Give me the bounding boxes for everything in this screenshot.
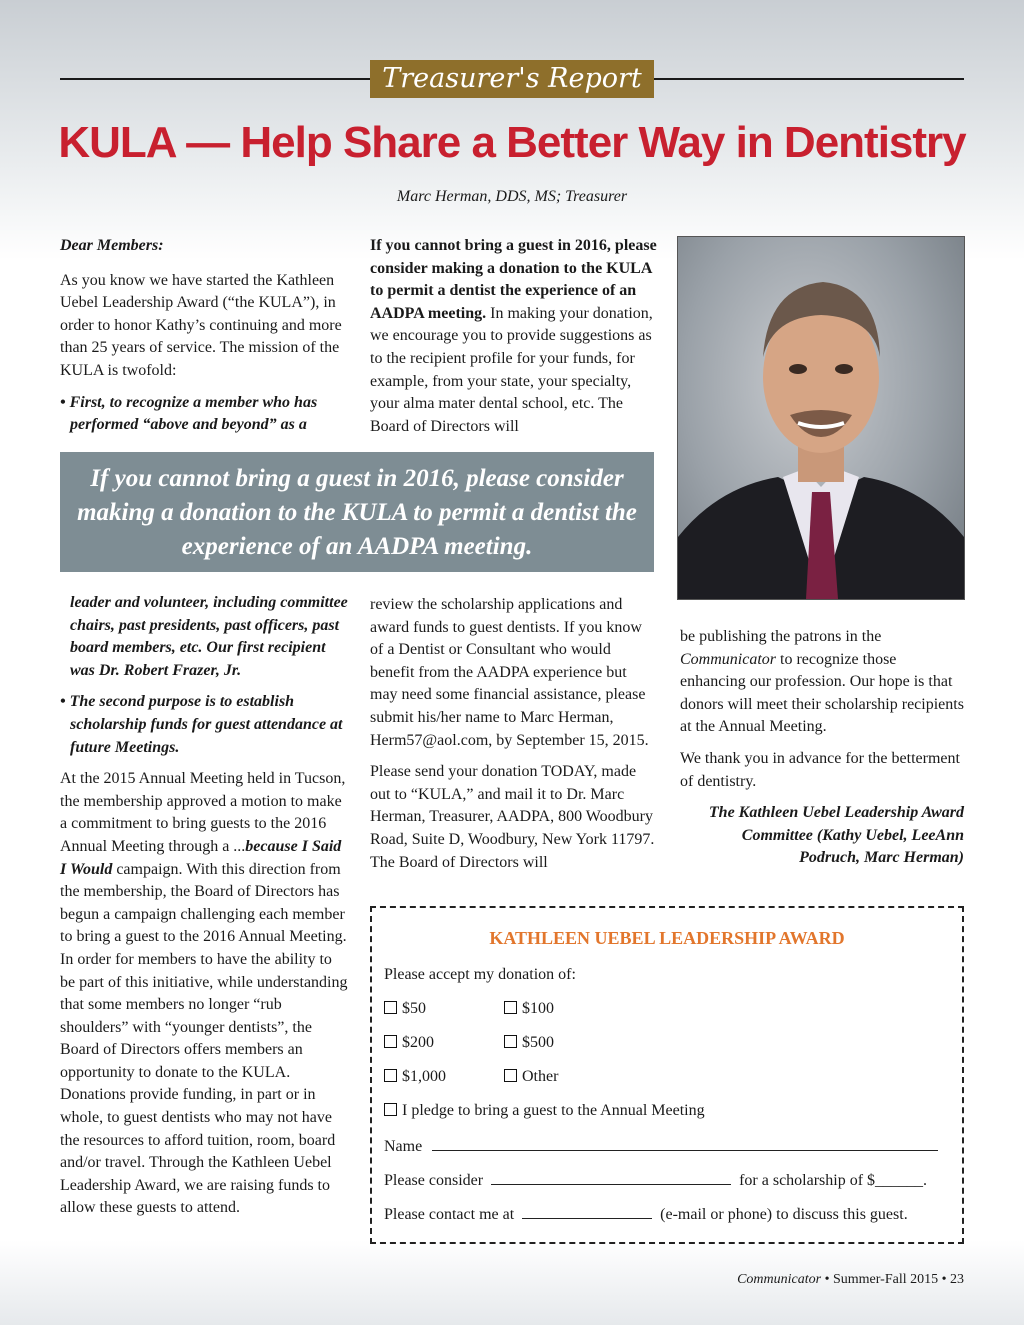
- annual-meeting-paragraph: [60, 768, 350, 1220]
- bullet-first-bottom: leader and volunteer, including committee chairs, past presidents, past officers, past board members, etc. Our first recipient was Dr. Robert Frazer, Jr.: [70, 594, 348, 679]
- column-2-bottom: [370, 594, 658, 883]
- para-text-a: At the 2015 Annual Meeting held in Tucson, the membership approved a motion to make a commitment to bring guests to the 2016 Annual Meeting through a ...: [60, 770, 346, 855]
- option-label: $1,000: [402, 1068, 446, 1085]
- option-100[interactable]: [504, 1000, 554, 1018]
- patrons-text-a: be publishing the patrons in the: [680, 628, 882, 645]
- bullet-first-top: • First, to recognize a member who has performed “above and beyond” as a: [60, 393, 318, 434]
- contact-label: Please contact me at: [384, 1206, 515, 1223]
- option-other[interactable]: [504, 1068, 558, 1086]
- option-label: $500: [522, 1034, 554, 1051]
- pledge-option[interactable]: [384, 1102, 705, 1120]
- consider-field[interactable]: [491, 1170, 731, 1185]
- option-1000[interactable]: [384, 1068, 446, 1086]
- name-label: Name: [384, 1138, 423, 1155]
- contact-field[interactable]: [522, 1204, 652, 1219]
- patrons-emphasis: Communicator: [680, 650, 776, 668]
- header-rule-left: [60, 78, 372, 80]
- lead-rest: In making your donation, we encourage you to provide suggestions as to the recipient profile for your funds, for example, from your state, your specialty, your alma mater dental school, etc. The Board of Directors will: [370, 304, 653, 435]
- lead-bold: If you cannot bring a guest in 2016, please consider making a donation to the KULA to permit a dentist the experience of an AADPA meeting.: [370, 237, 657, 322]
- intro-paragraph: As you know we have started the Kathleen Uebel Leadership Award (“the KULA”), in order to honor Kathy’s continuing and more than 25 years of service. The mission of the KULA is twofold:: [60, 271, 342, 379]
- checkbox-icon[interactable]: [384, 1069, 397, 1082]
- issue-info: • Summer-Fall 2015 • 23: [821, 1272, 964, 1287]
- option-label: $200: [402, 1034, 434, 1051]
- contact-row: [384, 1204, 908, 1224]
- scholarship-label: for a scholarship of $______.: [739, 1172, 928, 1189]
- contact-suffix: (e-mail or phone) to discuss this guest.: [660, 1206, 908, 1223]
- portrait-illustration: [678, 237, 964, 599]
- checkbox-icon[interactable]: [504, 1035, 517, 1048]
- checkbox-icon[interactable]: [384, 1035, 397, 1048]
- checkbox-icon[interactable]: [504, 1001, 517, 1014]
- page-footer: [737, 1272, 964, 1288]
- consider-row: [384, 1170, 927, 1190]
- header-rule-right: [652, 78, 964, 80]
- form-title: KATHLEEN UEBEL LEADERSHIP AWARD: [489, 928, 845, 948]
- greeting: Dear Members:: [60, 237, 164, 254]
- patrons-paragraph: [680, 626, 964, 739]
- send-donation-paragraph: Please send your donation TODAY, made out to “KULA,” and mail it to Dr. Marc Herman, Treasurer, AADPA, 800 Woodbury Road, Suite D, Woodbury, New York 11797. The Board of Directors will: [370, 763, 655, 871]
- checkbox-icon[interactable]: [384, 1001, 397, 1014]
- column-3: [680, 626, 964, 879]
- publication-name: Communicator: [737, 1272, 822, 1287]
- section-banner: Treasurer's Report: [370, 60, 654, 98]
- checkbox-icon[interactable]: [504, 1069, 517, 1082]
- byline: Marc Herman, DDS, MS; Treasurer: [396, 188, 628, 205]
- bullet-second: • The second purpose is to establish scholarship funds for guest attendance at future Meetings.: [60, 693, 343, 756]
- option-500[interactable]: [504, 1034, 554, 1052]
- option-200[interactable]: [384, 1034, 434, 1052]
- option-label: $50: [402, 1000, 426, 1017]
- patrons-text-b: to recognize those enhancing our profession. Our hope is that donors will meet their scholarship recipients at the Annual Meeting.: [680, 650, 964, 736]
- para-emphasis: because I Said I Would: [60, 837, 342, 878]
- page-title: KULA — Help Share a Better Way in Dentistry: [58, 118, 966, 167]
- review-paragraph: review the scholarship applications and award funds to guest dentists. If you know of a Dentist or Consultant who would benefit from the AADPA experience but may need some financial assistance, please submit his/her name to Marc Herman, Herm57@aol.com, by September 15, 2015.: [370, 596, 649, 749]
- thanks-paragraph: We thank you in advance for the betterment of dentistry.: [680, 749, 960, 790]
- column-1-top: [60, 235, 350, 446]
- column-2-top: [370, 235, 658, 447]
- donation-form: [370, 906, 964, 1244]
- signature: The Kathleen Uebel Leadership Award Committee (Kathy Uebel, LeeAnn Podruch, Marc Herman): [708, 804, 964, 867]
- pledge-label: I pledge to bring a guest to the Annual Meeting: [402, 1102, 705, 1119]
- lead-paragraph: [370, 235, 658, 438]
- checkbox-icon[interactable]: [384, 1103, 397, 1116]
- option-label: $100: [522, 1000, 554, 1017]
- option-label: Other: [522, 1068, 559, 1085]
- pull-quote: If you cannot bring a guest in 2016, please consider making a donation to the KULA to permit a dentist the experience of an AADPA meeting.: [60, 452, 654, 572]
- name-row: [384, 1136, 952, 1156]
- author-photo: [678, 237, 964, 599]
- name-field[interactable]: [432, 1136, 938, 1151]
- form-prompt: Please accept my donation of:: [384, 966, 576, 983]
- column-1-bottom: [60, 592, 350, 1229]
- consider-label: Please consider: [384, 1172, 484, 1189]
- para-text-b: campaign. With this direction from the membership, the Board of Directors has begun a campaign challenging each member to bring a guest to the 2016 Annual Meeting. In order for members to have the ability to be part of this initiative, while understanding that some members no longer “rub shoulders” with “younger dentists”, the Board of Directors offers members an opportunity to donate to the KULA. Donations provide funding, in part or in whole, to guest dentists who may not have the resources to afford tuition, room, board and/or travel. Through the Kathleen Uebel Leadership Award, we are raising funds to allow these guests to attend.: [60, 860, 348, 1217]
- option-50[interactable]: [384, 1000, 426, 1018]
